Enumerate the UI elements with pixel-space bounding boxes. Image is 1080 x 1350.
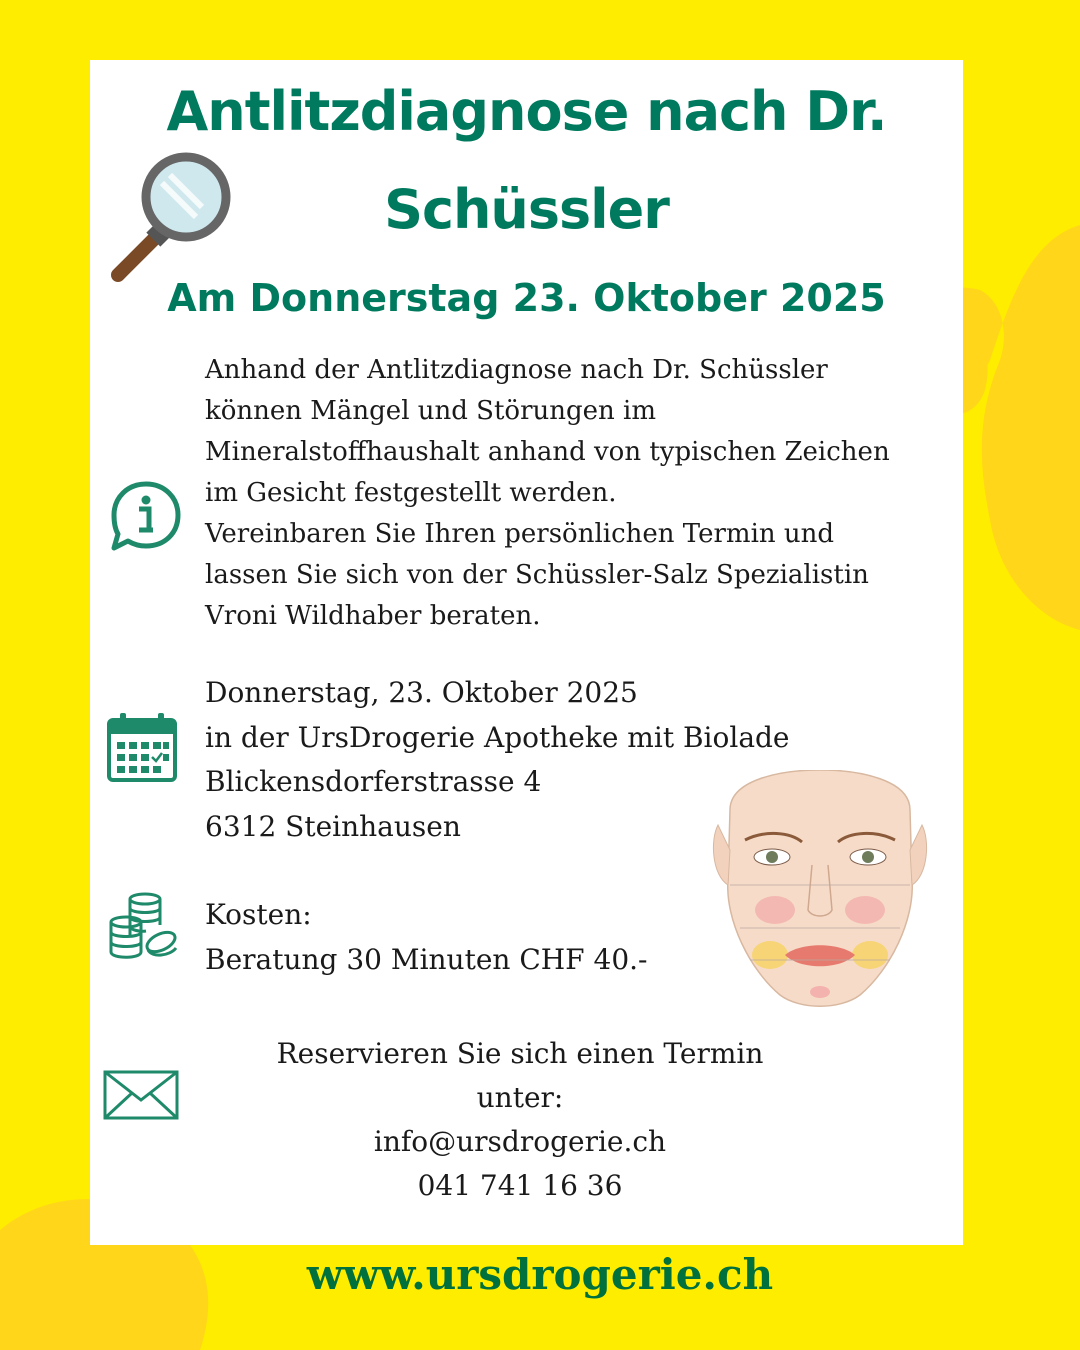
info-line: lassen Sie sich von der Schüssler-Salz Spezialistin (205, 560, 869, 590)
cost-detail: Beratung 30 Minuten CHF 40.- (205, 942, 648, 976)
contact-block (200, 1032, 840, 1208)
event-date-heading: Am Donnerstag 23. Oktober 2025 (167, 276, 886, 320)
contact-email-link[interactable]: info@ursdrogerie.ch (373, 1125, 667, 1158)
envelope-icon (103, 1070, 179, 1122)
info-paragraph (205, 350, 955, 637)
contact-line: Reservieren Sie sich einen Termin (276, 1037, 764, 1070)
page-title-line1: Antlitzdiagnose nach Dr. (166, 80, 887, 143)
event-street: Blickensdorferstrasse 4 (205, 765, 542, 798)
info-line: Mineralstoffhaushalt anhand von typischen Zeichen (205, 437, 890, 467)
coins-icon (104, 890, 184, 962)
info-line: können Mängel und Störungen im (205, 396, 657, 426)
calendar-icon (104, 710, 180, 786)
cost-details (205, 893, 648, 982)
contact-phone[interactable]: 041 741 16 36 (417, 1169, 623, 1202)
event-date: Donnerstag, 23. Oktober 2025 (205, 676, 638, 709)
contact-line: unter: (476, 1081, 564, 1114)
page-title-line2: Schüssler (384, 178, 669, 241)
info-line: Vroni Wildhaber beraten. (205, 601, 541, 631)
website-link[interactable]: www.ursdrogerie.ch (306, 1250, 774, 1299)
info-line: Vereinbaren Sie Ihren persönlichen Termin und (205, 519, 835, 549)
cost-label: Kosten: (205, 898, 312, 931)
info-line: im Gesicht festgestellt werden. (205, 478, 617, 508)
event-location: in der UrsDrogerie Apotheke mit Biolade (205, 720, 790, 754)
info-line: Anhand der Antlitzdiagnose nach Dr. Schüssler (205, 355, 828, 385)
magnifier-icon (100, 145, 240, 295)
info-bubble-icon (106, 478, 186, 558)
event-details (205, 671, 790, 849)
event-city: 6312 Steinhausen (205, 809, 461, 843)
